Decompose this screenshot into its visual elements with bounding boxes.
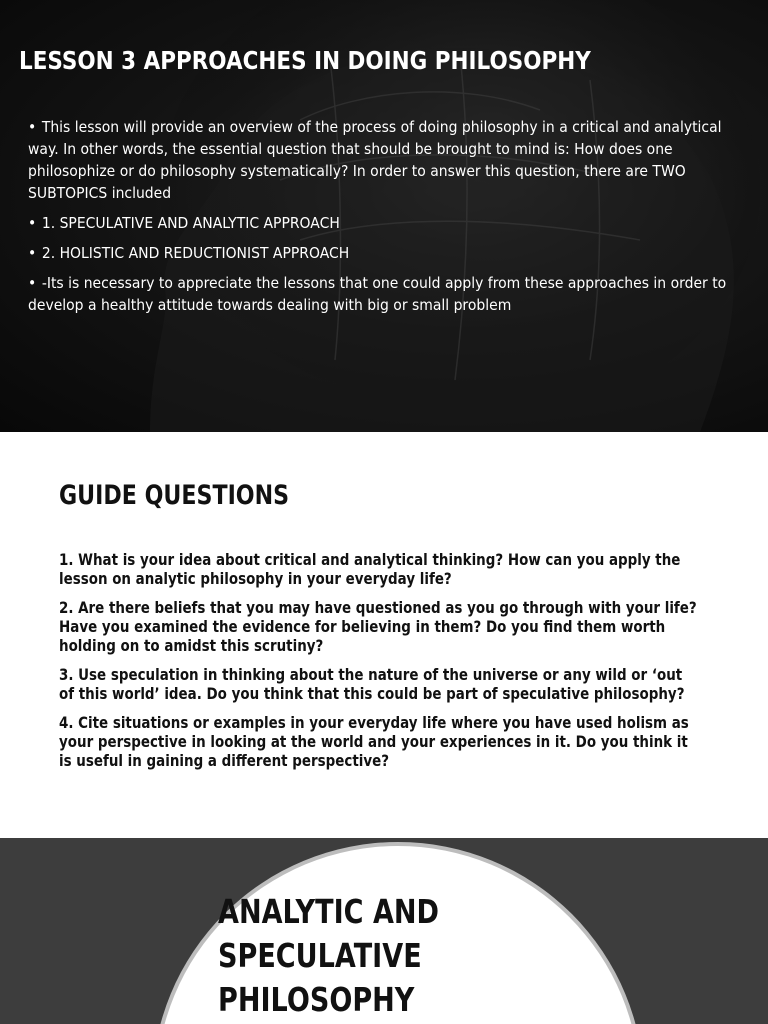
question-item: 2. Are there beliefs that you may have questioned as you go through with your life? Have you examined the evidence for believing in them? Do you find them worth holding on to amidst this scrutiny? xyxy=(59,598,697,655)
bullet-text: This lesson will provide an overview of the process of doing philosophy in a critical and analytical way. In other words, the essential question that should be brought to mind is: How does one philosophize or do philosophy systematically? In order to answer this question, there are TWO SUBTOPICS included xyxy=(28,118,722,202)
title-line: ANALYTIC AND xyxy=(218,892,440,931)
guide-questions-heading: GUIDE QUESTIONS xyxy=(59,480,290,511)
bullet-dot: • xyxy=(28,274,37,292)
question-list xyxy=(59,550,719,780)
bullet-item xyxy=(28,272,744,316)
bullet-dot: • xyxy=(28,244,37,262)
bullet-item xyxy=(28,212,744,234)
bullet-text: -Its is necessary to appreciate the lessons that one could apply from these approaches in order to develop a healthy attitude towards dealing with big or small problem xyxy=(28,274,727,314)
slide-lesson-3 xyxy=(0,0,768,432)
slide-title xyxy=(218,890,439,1022)
bullet-list xyxy=(28,116,740,324)
bullet-text: 1. SPECULATIVE AND ANALYTIC APPROACH xyxy=(41,214,340,232)
bullet-item xyxy=(28,116,744,204)
bullet-dot: • xyxy=(28,214,37,232)
title-line: PHILOSOPHY xyxy=(218,980,415,1019)
bullet-item xyxy=(28,242,744,264)
slide-guide-questions xyxy=(0,432,768,838)
bullet-dot: • xyxy=(28,118,37,136)
bullet-text: 2. HOLISTIC AND REDUCTIONIST APPROACH xyxy=(41,244,350,262)
question-item: 4. Cite situations or examples in your everyday life where you have used holism as your perspective in looking at the world and your experiences in it. Do you think it is useful in gaining a different perspective? xyxy=(59,713,689,770)
question-item: 3. Use speculation in thinking about the nature of the universe or any wild or ‘out of this world’ idea. Do you think that this could be part of speculative philosophy? xyxy=(59,665,685,703)
question-item: 1. What is your idea about critical and analytical thinking? How can you apply the lesson on analytic philosophy in your everyday life? xyxy=(59,550,681,588)
title-line: SPECULATIVE xyxy=(218,936,422,975)
slide-analytic-speculative xyxy=(0,838,768,1024)
slide-title: LESSON 3 APPROACHES IN DOING PHILOSOPHY xyxy=(19,46,591,75)
